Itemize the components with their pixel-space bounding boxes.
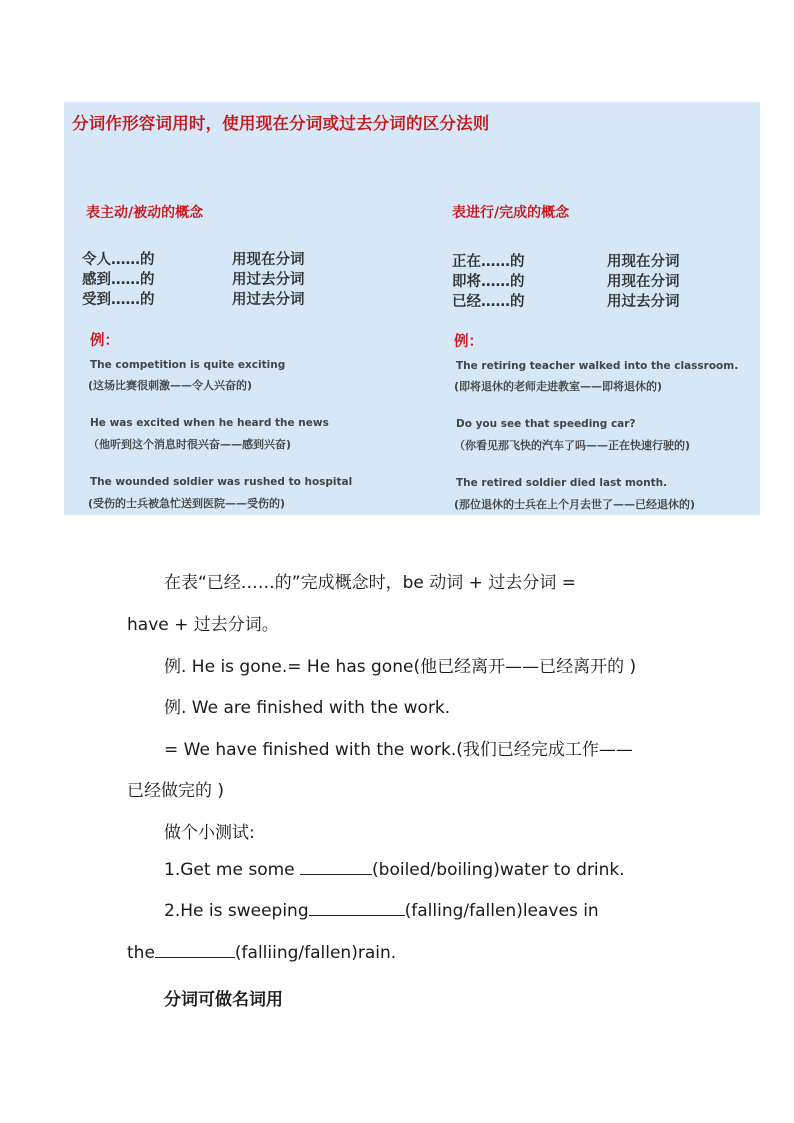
quiz-heading: 做个小测试: bbox=[164, 823, 255, 843]
example-chinese: (这场比赛很刺激——令人兴奋的) bbox=[88, 379, 253, 392]
progressive-perfect-heading: 表进行/完成的概念 bbox=[452, 205, 570, 221]
rule-pattern: 令人……的 bbox=[82, 252, 155, 268]
quiz-question-2 bbox=[164, 901, 599, 921]
rule-use: 用现在分词 bbox=[607, 274, 680, 290]
question-text: (boiled/boiling)water to drink. bbox=[372, 860, 625, 880]
rule-use: 用现在分词 bbox=[607, 254, 680, 270]
answer-blank[interactable] bbox=[300, 860, 372, 875]
rule-use: 用现在分词 bbox=[232, 252, 305, 268]
rule-pattern: 已经……的 bbox=[452, 294, 525, 310]
example-english: The retiring teacher walked into the classroom. bbox=[456, 360, 739, 372]
paragraph-line: have + 过去分词。 bbox=[127, 615, 279, 635]
example-english: The wounded soldier was rushed to hospital bbox=[90, 476, 353, 488]
example-chinese: （你看见那飞快的汽车了吗——正在快速行驶的) bbox=[454, 439, 691, 452]
panel-title: 分词作形容词用时，使用现在分词或过去分词的区分法则 bbox=[72, 114, 490, 133]
rules-panel bbox=[64, 102, 760, 515]
question-text: 1.Get me some bbox=[164, 860, 301, 880]
example-label: 例： bbox=[454, 334, 483, 350]
rule-pattern: 正在……的 bbox=[452, 254, 525, 270]
rule-pattern: 感到……的 bbox=[82, 272, 155, 288]
question-text: 2.He is sweeping bbox=[164, 901, 309, 921]
active-passive-heading: 表主动/被动的概念 bbox=[86, 205, 204, 221]
question-text: (falliing/fallen)rain. bbox=[234, 943, 397, 963]
example-chinese: （他听到这个消息时很兴奋——感到兴奋) bbox=[88, 438, 292, 451]
example-chinese: (即将退休的老师走进教室——即将退休的) bbox=[454, 380, 663, 393]
example-chinese: (那位退休的士兵在上个月去世了——已经退休的) bbox=[454, 498, 696, 511]
example-line: 例. We are finished with the work. bbox=[164, 698, 451, 718]
rule-pattern: 受到……的 bbox=[82, 292, 155, 308]
example-label: 例： bbox=[90, 333, 119, 349]
question-text: (falling/fallen)leaves in bbox=[404, 901, 599, 921]
example-line: 已经做完的 ) bbox=[127, 781, 225, 801]
question-text: the bbox=[127, 943, 155, 963]
rule-pattern: 即将……的 bbox=[452, 274, 525, 290]
example-chinese: (受伤的士兵被急忙送到医院——受伤的) bbox=[88, 497, 286, 510]
rule-use: 用过去分词 bbox=[607, 294, 680, 310]
example-line: = We have finished with the work.(我们已经完成工作—— bbox=[164, 740, 633, 760]
quiz-question-1 bbox=[164, 860, 625, 880]
example-line: 例. He is gone.= He has gone(他已经离开——已经离开的 ) bbox=[164, 657, 637, 677]
answer-blank[interactable] bbox=[309, 901, 405, 916]
example-english: He was excited when he heard the news bbox=[90, 417, 329, 429]
answer-blank[interactable] bbox=[155, 943, 235, 958]
paragraph-line: 在表“已经……的”完成概念时，be 动词 + 过去分词 = bbox=[164, 573, 576, 593]
example-english: The retired soldier died last month. bbox=[456, 477, 668, 489]
rule-use: 用过去分词 bbox=[232, 272, 305, 288]
rule-use: 用过去分词 bbox=[232, 292, 305, 308]
quiz-question-2-continued bbox=[127, 943, 396, 963]
example-english: Do you see that speeding car? bbox=[456, 418, 636, 430]
example-english: The competition is quite exciting bbox=[90, 359, 286, 371]
section-heading: 分词可做名词用 bbox=[164, 990, 283, 1010]
